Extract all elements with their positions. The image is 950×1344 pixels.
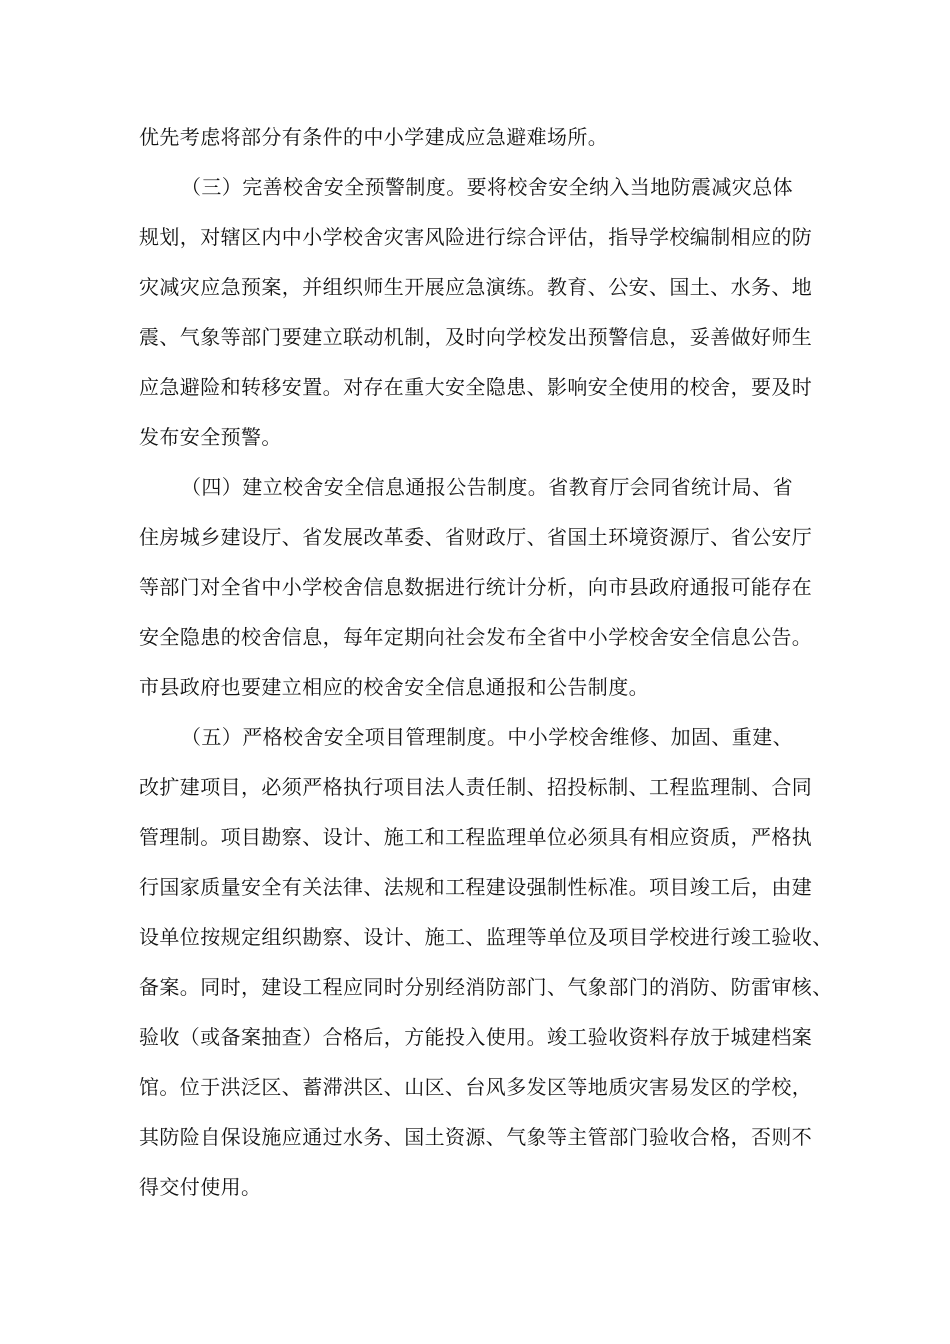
- text-line: 设单位按规定组织勘察、设计、施工、监理等单位及项目学校进行竣工验收、: [139, 925, 833, 949]
- text-line: 市县政府也要建立相应的校舍安全信息通报和公告制度。: [139, 675, 649, 699]
- text-line: 管理制。项目勘察、设计、施工和工程监理单位必须具有相应资质，严格执: [139, 825, 813, 849]
- text-line: 备案。同时，建设工程应同时分别经消防部门、气象部门的消防、防雷审核、: [139, 975, 833, 999]
- text-line: 安全隐患的校舍信息，每年定期向社会发布全省中小学校舍安全信息公告。: [139, 625, 813, 649]
- text-line: 验收（或备案抽查）合格后，方能投入使用。竣工验收资料存放于城建档案: [139, 1025, 813, 1049]
- text-line: 灾减灾应急预案，并组织师生开展应急演练。教育、公安、国土、水务、地: [139, 275, 813, 299]
- text-line: 震、气象等部门要建立联动机制，及时向学校发出预警信息，妥善做好师生: [139, 325, 813, 349]
- text-line: （三）完善校舍安全预警制度。要将校舍安全纳入当地防震减灾总体: [181, 175, 793, 199]
- text-line: 其防险自保设施应通过水务、国土资源、气象等主管部门验收合格，否则不: [139, 1125, 813, 1149]
- text-line: 住房城乡建设厅、省发展改革委、省财政厅、省国土环境资源厅、省公安厅: [139, 525, 813, 549]
- text-line: 应急避险和转移安置。对存在重大安全隐患、影响安全使用的校舍，要及时: [139, 375, 813, 399]
- text-line: 规划，对辖区内中小学校舍灾害风险进行综合评估，指导学校编制相应的防: [139, 225, 813, 249]
- text-line: （五）严格校舍安全项目管理制度。中小学校舍维修、加固、重建、: [181, 725, 793, 749]
- text-line: 行国家质量安全有关法律、法规和工程建设强制性标准。项目竣工后，由建: [139, 875, 813, 899]
- text-line: （四）建立校舍安全信息通报公告制度。省教育厅会同省统计局、省: [181, 475, 793, 499]
- text-line: 等部门对全省中小学校舍信息数据进行统计分析，向市县政府通报可能存在: [139, 575, 813, 599]
- text-line: 得交付使用。: [139, 1175, 262, 1199]
- text-line: 改扩建项目，必须严格执行项目法人责任制、招投标制、工程监理制、合同: [139, 775, 813, 799]
- text-line: 优先考虑将部分有条件的中小学建成应急避难场所。: [139, 125, 609, 149]
- text-line: 馆。位于洪泛区、蓄滞洪区、山区、台风多发区等地质灾害易发区的学校，: [139, 1075, 813, 1099]
- text-line: 发布安全预警。: [139, 425, 282, 449]
